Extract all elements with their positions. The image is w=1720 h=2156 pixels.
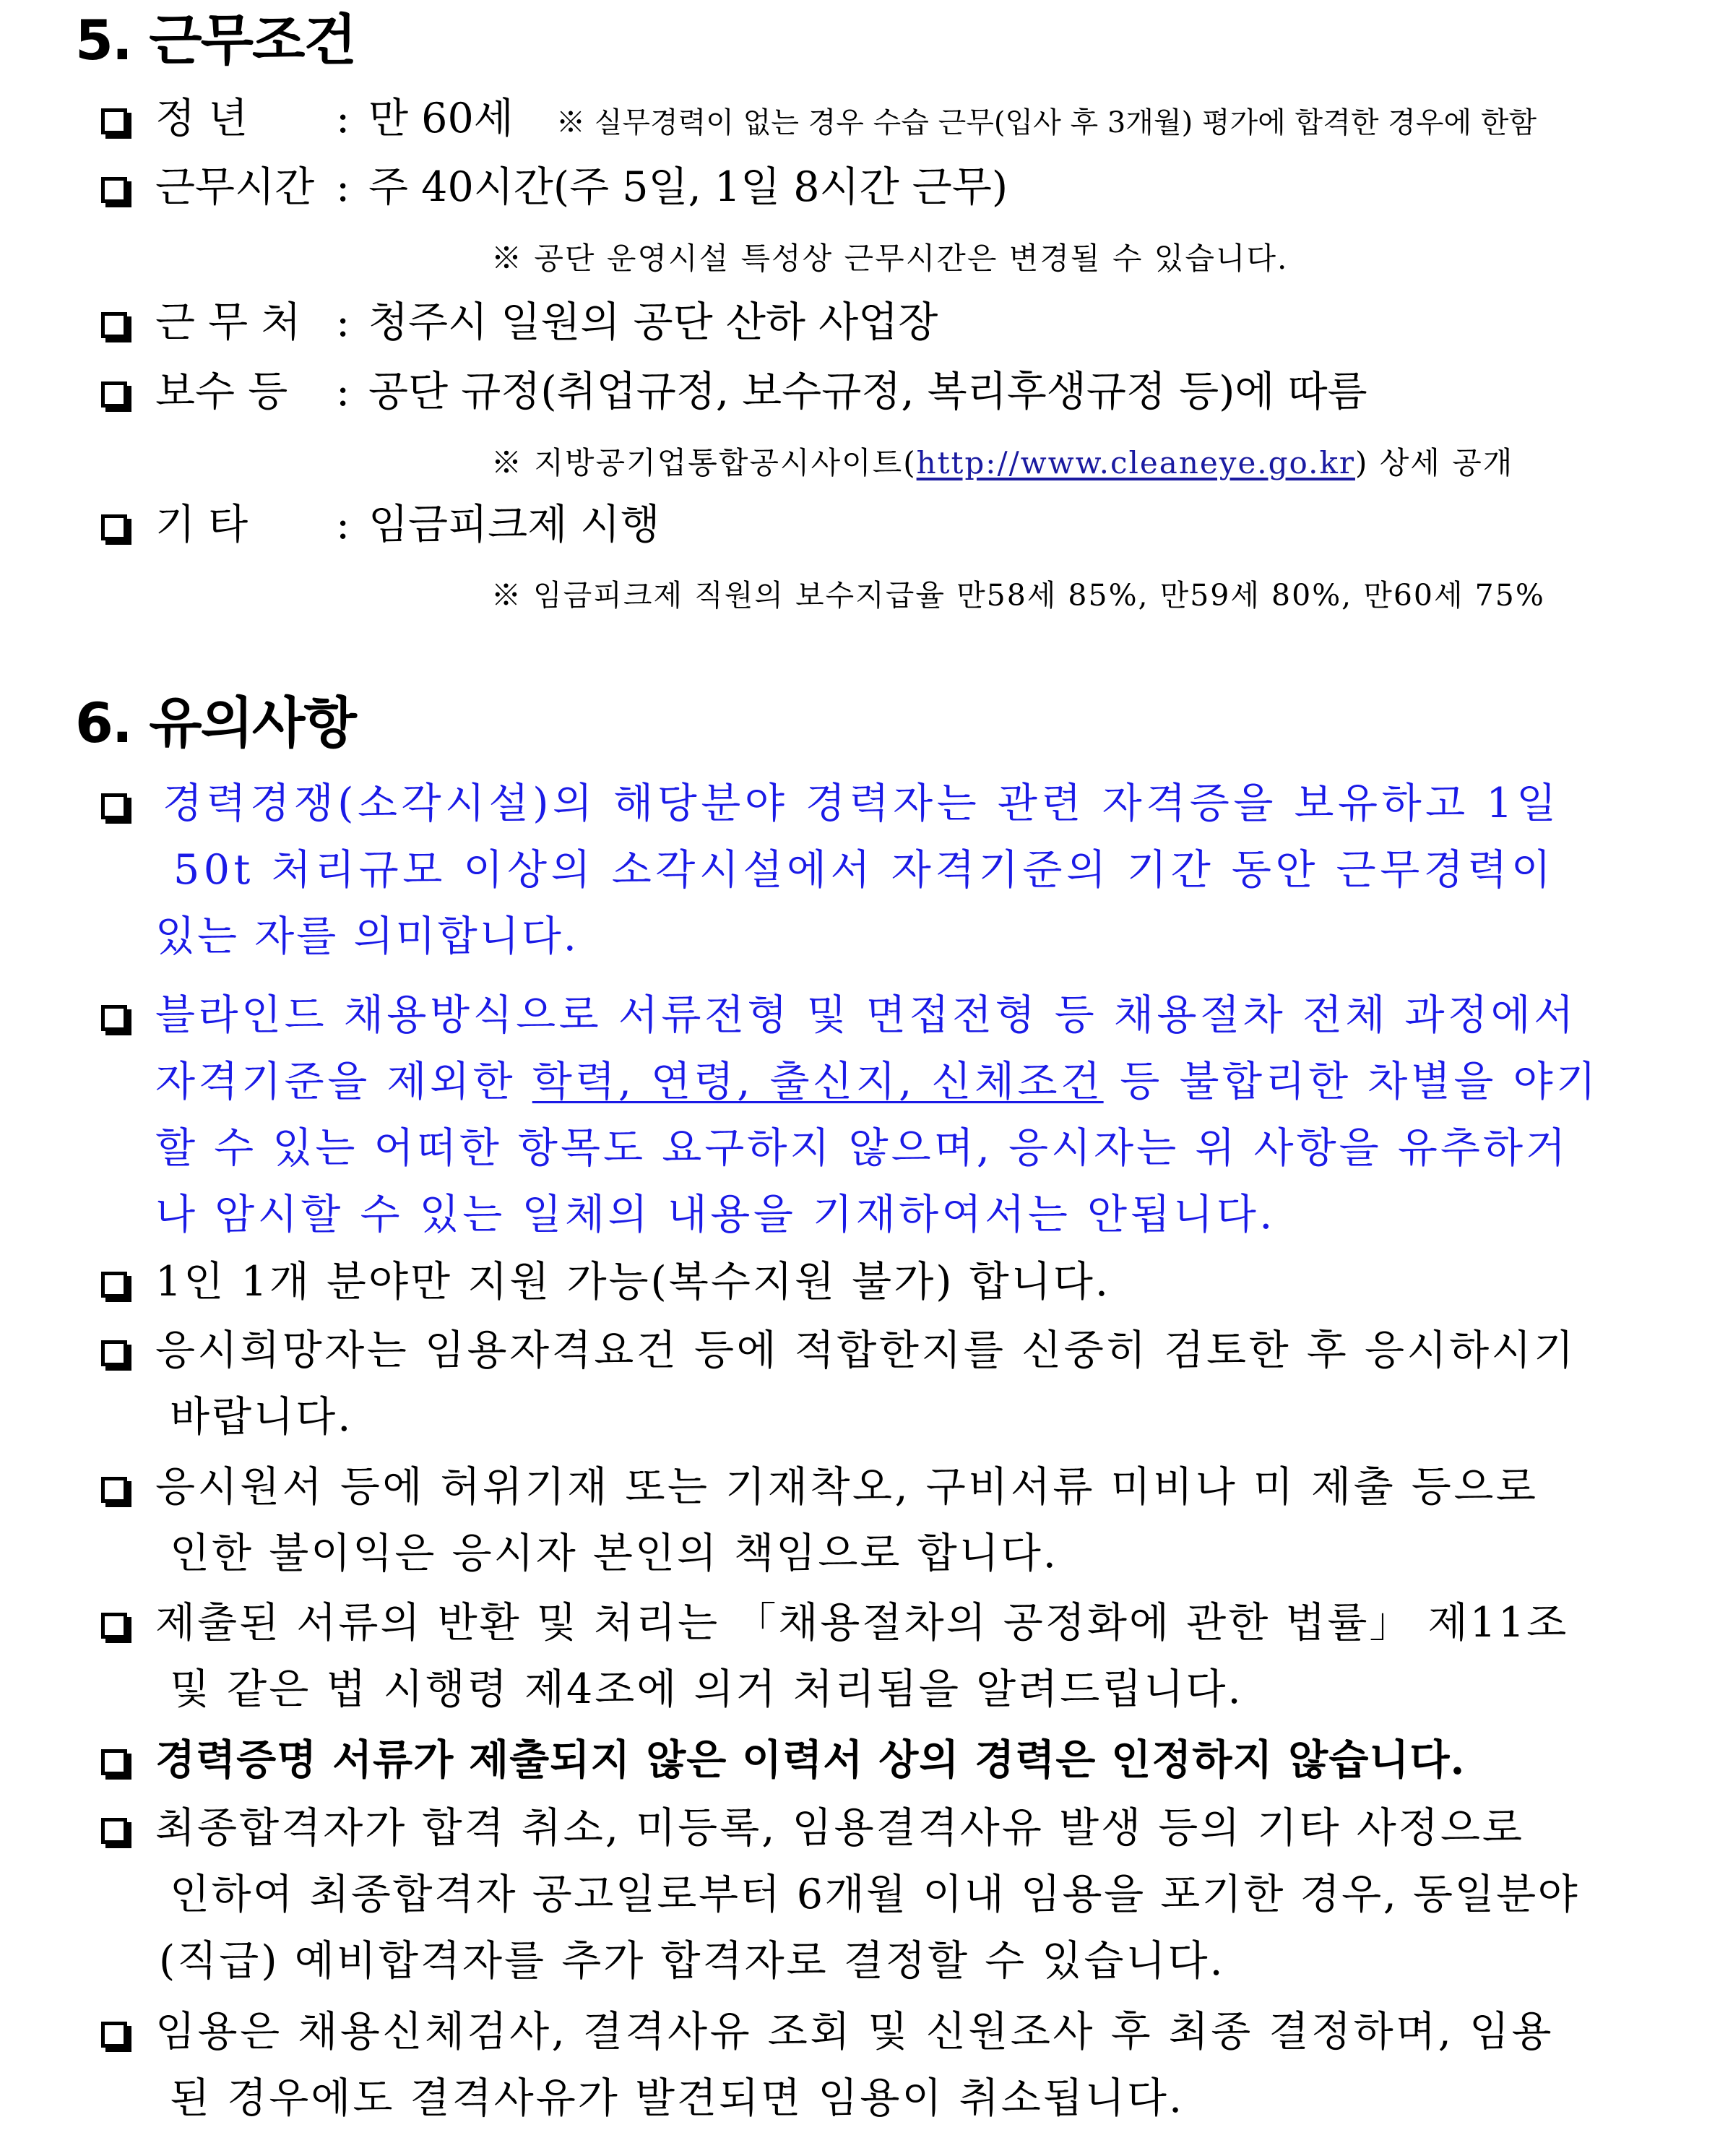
notice-line: 나 암시할 수 있는 일체의 내용을 기재하여서는 안됩니다. [155, 1191, 1276, 1238]
condition-key: 기 타 [155, 501, 249, 548]
checkbox-icon [101, 108, 127, 134]
notice-text: 자격기준을 제외한 [155, 1058, 532, 1105]
notice-underlined: 학력, 연령, 출신지, 신체조건 [532, 1058, 1104, 1105]
condition-key: 근무시간 [155, 163, 315, 211]
condition-colon: : [336, 298, 350, 346]
note-text: ※ 지방공기업통합공시사이트( [491, 445, 917, 480]
notice-line: 응시원서 등에 허위기재 또는 기재착오, 구비서류 미비나 미 제출 등으로 [155, 1463, 1539, 1511]
notice-line [155, 1058, 1599, 1105]
notice-line: 50t 처리규모 이상의 소각시설에서 자격기준의 기간 동안 근무경력이 [173, 846, 1555, 894]
checkbox-icon [101, 1613, 127, 1639]
checkbox-icon [101, 514, 127, 540]
checkbox-icon [101, 1340, 127, 1366]
condition-note [491, 445, 1514, 480]
notice-line: 할 수 있는 어떠한 항목도 요구하지 않으며, 응시자는 위 사항을 유추하거 [155, 1124, 1569, 1172]
condition-colon: : [336, 95, 350, 142]
notice-line: 최종합격자가 합격 취소, 미등록, 임용결격사유 발생 등의 기타 사정으로 [155, 1804, 1524, 1852]
checkbox-icon [101, 1818, 127, 1844]
checkbox-icon [101, 1477, 127, 1503]
condition-colon: : [336, 163, 350, 211]
condition-note: ※ 공단 운영시설 특성상 근무시간은 변경될 수 있습니다. [491, 241, 1289, 276]
condition-key: 정 년 [155, 95, 249, 142]
condition-key: 보수 등 [155, 368, 288, 415]
checkbox-icon [101, 1272, 127, 1298]
section-5-heading: 5. 근무조건 [75, 8, 355, 72]
notice-line: 응시희망자는 임용자격요건 등에 적합한지를 신중히 검토한 후 응시하시기 [155, 1327, 1576, 1374]
notice-line: 경력경쟁(소각시설)의 해당분야 경력자는 관련 자격증을 보유하고 1일 [163, 780, 1560, 827]
condition-note: ※ 임금피크제 직원의 보수지급율 만58세 85%, 만59세 80%, 만60세 75% [491, 578, 1545, 613]
checkbox-icon [101, 1749, 127, 1775]
section-6-heading: 6. 유의사항 [75, 691, 355, 755]
condition-value: 주 40시간(주 5일, 1일 8시간 근무) [368, 163, 1008, 211]
condition-value: 만 60세 [368, 95, 514, 142]
notice-text: 등 불합리한 차별을 야기 [1103, 1058, 1599, 1105]
checkbox-icon [101, 793, 127, 819]
condition-colon: : [336, 368, 350, 415]
notice-line: (직급) 예비합격자를 추가 합격자로 결정할 수 있습니다. [159, 1937, 1225, 1985]
notice-line: 있는 자를 의미합니다. [155, 913, 579, 960]
note-text: ) 상세 공개 [1354, 445, 1514, 480]
notice-line: 블라인드 채용방식으로 서류전형 및 면접전형 등 채용절차 전체 과정에서 [155, 991, 1577, 1039]
notice-line: 임용은 채용신체검사, 결격사유 조회 및 신원조사 후 최종 결정하며, 임용 [155, 2008, 1555, 2056]
checkbox-icon [101, 1005, 127, 1031]
condition-colon: : [336, 501, 350, 548]
condition-key: 근 무 처 [155, 298, 301, 346]
notice-line: 1인 1개 분야만 지원 가능(복수지원 불가) 합니다. [155, 1258, 1110, 1306]
notice-line: 바랍니다. [170, 1393, 353, 1441]
checkbox-icon [101, 381, 127, 408]
notice-line: 인한 불이익은 응시자 본인의 책임으로 합니다. [170, 1530, 1058, 1577]
cleaneye-link[interactable]: http://www.cleaneye.go.kr [916, 445, 1355, 480]
notice-line: 된 경우에도 결격사유가 발견되면 임용이 취소됩니다. [170, 2074, 1185, 2122]
notice-line: 경력증명 서류가 제출되지 않은 이력서 상의 경력은 인정하지 않습니다. [155, 1735, 1466, 1784]
notice-line: 및 같은 법 시행령 제4조에 의거 처리됨을 알려드립니다. [170, 1665, 1243, 1713]
condition-value: 청주시 일원의 공단 산하 사업장 [368, 298, 938, 346]
checkbox-icon [101, 312, 127, 338]
checkbox-icon [101, 177, 127, 203]
notice-line: 인하여 최종합격자 공고일로부터 6개월 이내 임용을 포기한 경우, 동일분야 [170, 1871, 1580, 1918]
condition-value: 임금피크제 시행 [368, 501, 660, 548]
checkbox-icon [101, 2022, 127, 2048]
notice-line: 제출된 서류의 반환 및 처리는 「채용절차의 공정화에 관한 법률」 제11조 [155, 1599, 1569, 1647]
condition-value: 공단 규정(취업규정, 보수규정, 복리후생규정 등)에 따름 [368, 368, 1367, 415]
condition-note: ※ 실무경력이 없는 경우 수습 근무(입사 후 3개월) 평가에 합격한 경우에 한함 [556, 106, 1537, 139]
